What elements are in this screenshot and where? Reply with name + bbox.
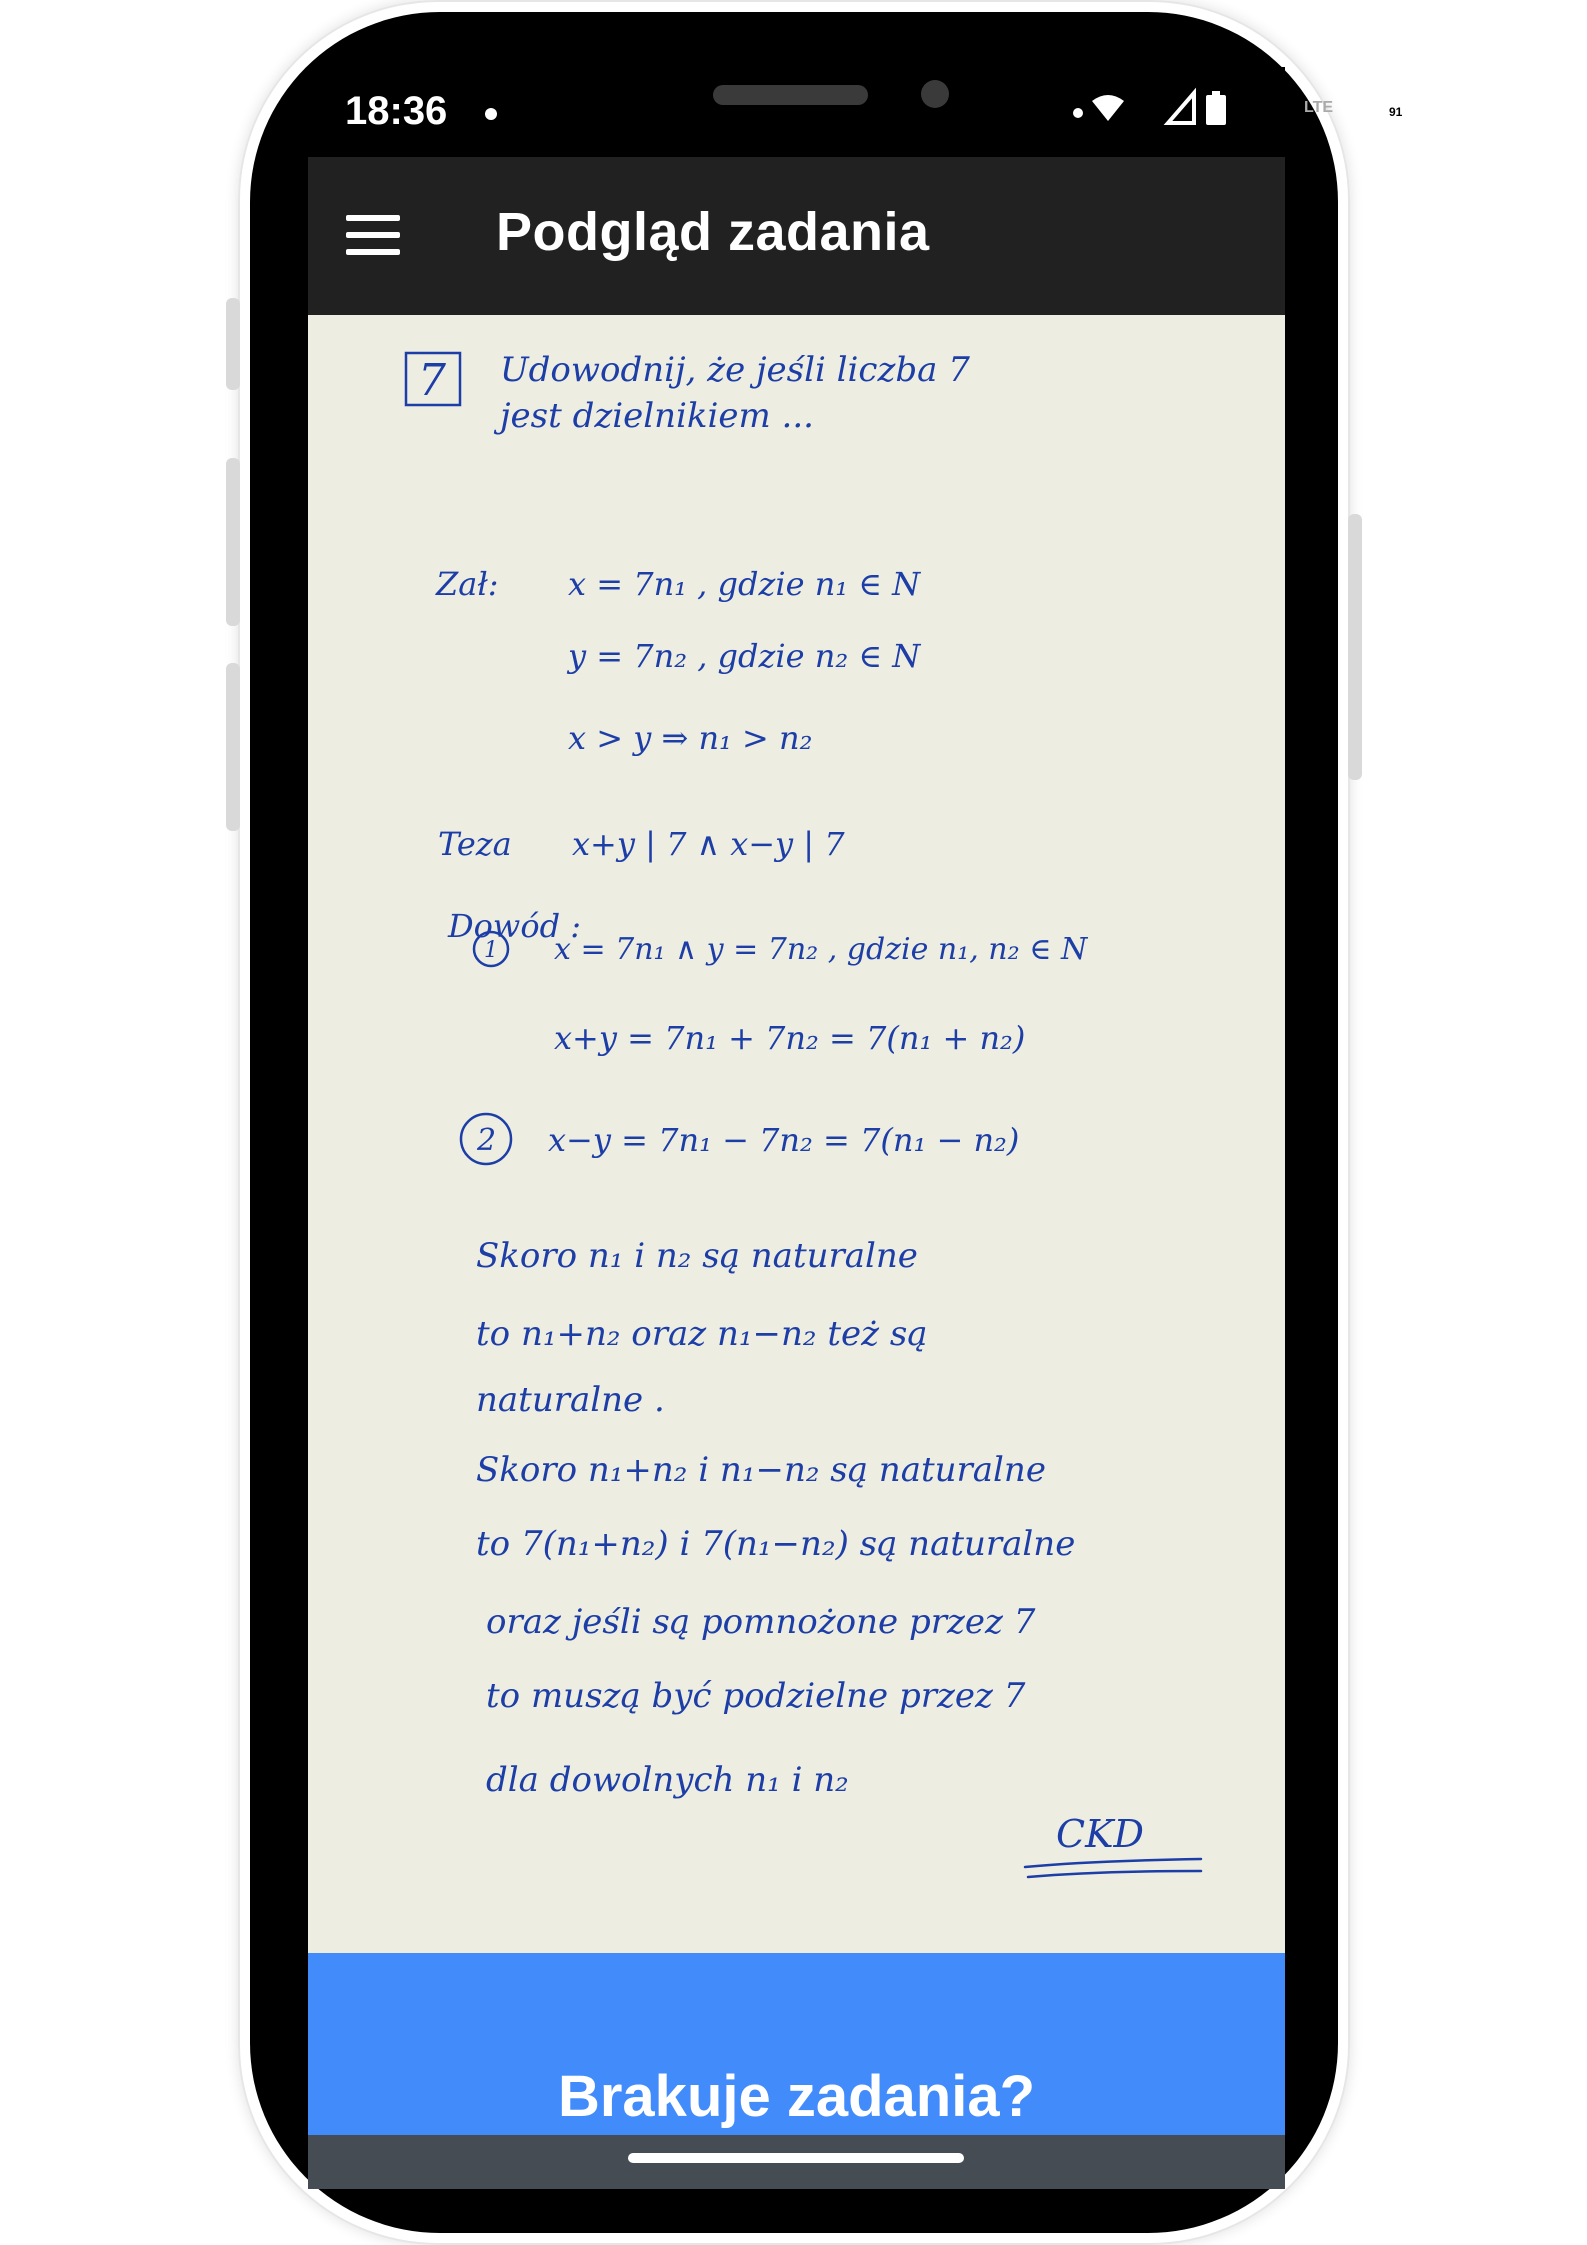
notification-dot-icon — [1073, 108, 1083, 118]
network-type: LTE — [1304, 99, 1334, 116]
step-1-line-1: x = 7n₁ ∧ y = 7n₂ , gdzie n₁, n₂ ∈ N — [554, 932, 1088, 967]
proof-label: Dowód : — [448, 907, 582, 945]
conclusion-line-6: oraz jeśli są pomnożone przez 7 — [486, 1602, 1036, 1642]
conclusion-line-5: to 7(n₁+n₂) i 7(n₁−n₂) są naturalne — [476, 1524, 1076, 1564]
conclusion-line-1: Skoro n₁ i n₂ są naturalne — [476, 1236, 918, 1276]
screen — [308, 67, 1403, 2189]
step-2-line: x−y = 7n₁ − 7n₂ = 7(n₁ − n₂) — [548, 1121, 1020, 1159]
assumptions-label: Zał: — [436, 565, 499, 603]
conclusion-line-2: to n₁+n₂ oraz n₁−n₂ też są — [476, 1314, 928, 1354]
thesis-label: Teza — [438, 825, 512, 863]
battery-level: 91 — [1389, 105, 1403, 119]
task-statement-line-2: jest dzielnikiem ... — [500, 396, 814, 436]
wifi-icon — [1092, 95, 1124, 121]
conclusion-line-4: Skoro n₁+n₂ i n₁−n₂ są naturalne — [476, 1450, 1046, 1490]
notch — [533, 67, 1093, 145]
task-statement-line-1: Udowodnij, że jeśli liczba 7 — [500, 350, 970, 390]
notification-dot — [485, 108, 497, 120]
signal-icon — [1168, 93, 1194, 123]
assumption-line-1: x = 7n₁ , gdzie n₁ ∈ N — [568, 565, 921, 603]
phone-volume-down-button — [226, 663, 240, 831]
conclusion-line-7: to muszą być podzielne przez 7 — [486, 1676, 1026, 1716]
hamburger-menu-icon[interactable] — [346, 215, 400, 255]
battery-icon — [1206, 95, 1226, 125]
task-number: 7 — [418, 355, 446, 406]
phone-volume-up-button — [226, 458, 240, 626]
step-1-marker: 1 — [484, 938, 498, 963]
step-1-line-2: x+y = 7n₁ + 7n₂ = 7(n₁ + n₂) — [554, 1019, 1026, 1057]
missing-task-button[interactable] — [308, 1953, 1285, 2135]
assumption-line-3: x > y ⇒ n₁ > n₂ — [568, 719, 813, 757]
missing-task-label: Brakuje zadania? — [557, 2064, 1036, 2129]
task-preview-image — [308, 315, 1285, 1953]
step-2-marker: 2 — [477, 1123, 497, 1158]
qed-mark: CKD — [1056, 1812, 1144, 1856]
conclusion-line-8: dla dowolnych n₁ i n₂ — [486, 1760, 849, 1800]
system-nav-bar — [308, 2135, 1285, 2189]
page-title: Podgląd zadania — [496, 202, 930, 262]
status-bar — [308, 67, 1403, 157]
speaker — [713, 85, 868, 105]
thesis-line: x+y | 7 ∧ x−y | 7 — [572, 825, 845, 863]
home-indicator[interactable] — [628, 2153, 964, 2163]
front-camera — [921, 80, 949, 108]
handwritten-solution — [308, 315, 1285, 1953]
app-bar — [308, 157, 1285, 315]
assumption-line-2: y = 7n₂ , gdzie n₂ ∈ N — [568, 637, 921, 675]
phone-side-button — [226, 298, 240, 390]
phone-power-button — [1348, 514, 1362, 780]
status-time: 18:36 — [345, 89, 448, 133]
conclusion-line-3: naturalne . — [476, 1380, 665, 1420]
